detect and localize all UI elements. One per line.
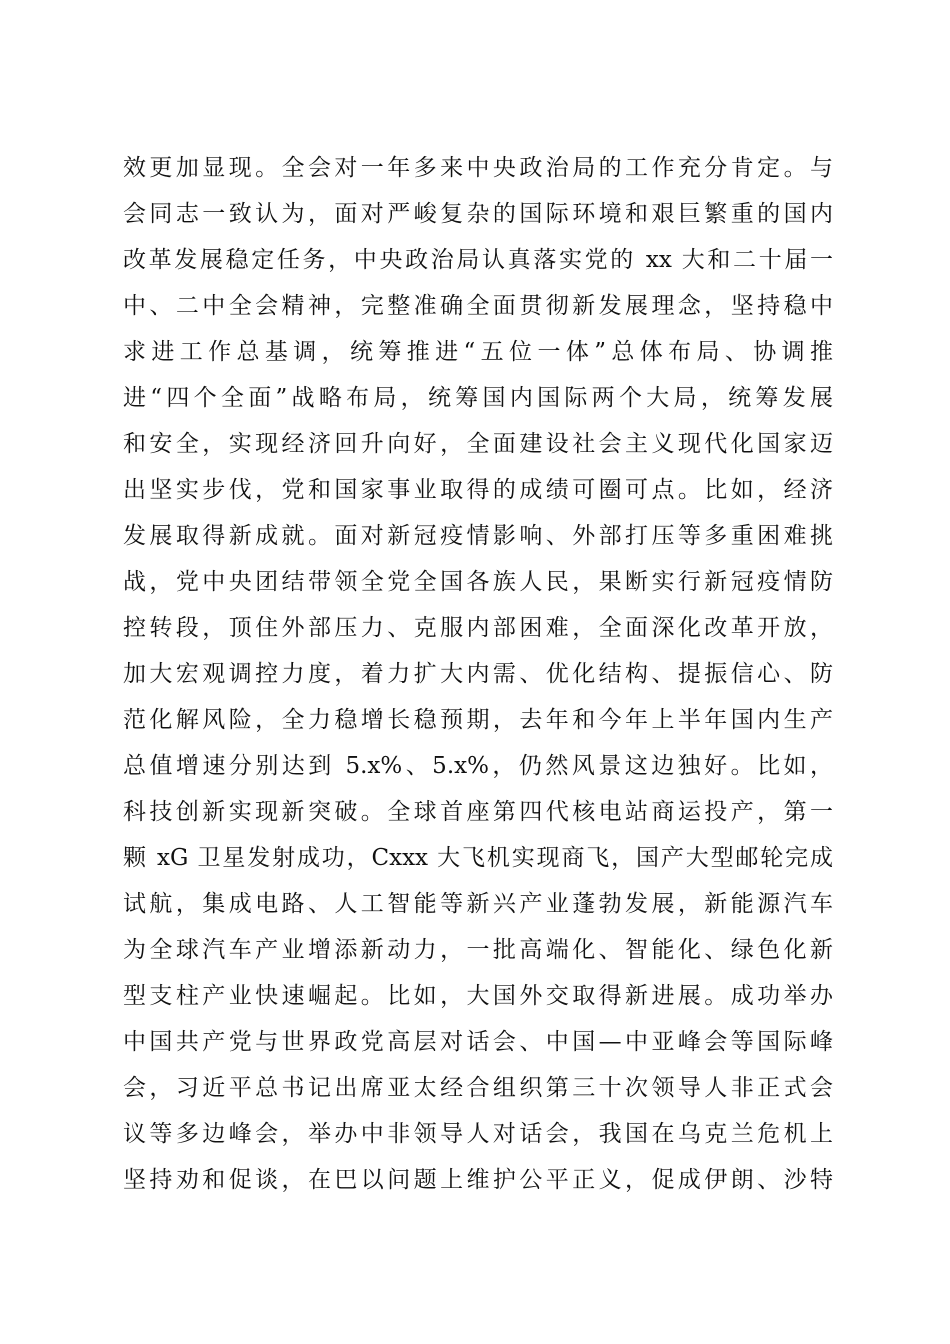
- text-line: 进“四个全面”战略布局，统筹国内国际两个大局，统筹发展: [123, 385, 833, 411]
- text-line: 加大宏观调控力度，着力扩大内需、优化结构、提振信心、防: [123, 661, 833, 687]
- text-line: 颗 xG 卫星发射成功，Cxxx 大飞机实现商飞，国产大型邮轮完成: [123, 845, 833, 871]
- text-line: 会同志一致认为，面对严峻复杂的国际环境和艰巨繁重的国内: [123, 201, 833, 227]
- text-line: 和安全，实现经济回升向好，全面建设社会主义现代化国家迈: [123, 431, 833, 457]
- text-line: 会，习近平总书记出席亚太经合组织第三十次领导人非正式会: [123, 1075, 833, 1101]
- text-line: 求进工作总基调，统筹推进“五位一体”总体布局、协调推: [123, 339, 833, 365]
- text-line: 范化解风险，全力稳增长稳预期，去年和今年上半年国内生产: [123, 707, 833, 733]
- text-line: 效更加显现。全会对一年多来中央政治局的工作充分肯定。与: [123, 155, 833, 181]
- text-line: 出坚实步伐，党和国家事业取得的成绩可圈可点。比如，经济: [123, 477, 833, 503]
- text-line: 为全球汽车产业增添新动力，一批高端化、智能化、绿色化新: [123, 937, 833, 963]
- text-line: 中、二中全会精神，完整准确全面贯彻新发展理念，坚持稳中: [123, 293, 833, 319]
- text-line: 发展取得新成就。面对新冠疫情影响、外部打压等多重困难挑: [123, 523, 833, 549]
- text-line: 总值增速分别达到 5.x%、5.x%，仍然风景这边独好。比如，: [123, 753, 833, 779]
- text-line: 战，党中央团结带领全党全国各族人民，果断实行新冠疫情防: [123, 569, 833, 595]
- text-line: 控转段，顶住外部压力、克服内部困难，全面深化改革开放，: [123, 615, 833, 641]
- text-line: 型支柱产业快速崛起。比如，大国外交取得新进展。成功举办: [123, 983, 833, 1009]
- text-line: 中国共产党与世界政党高层对话会、中国—中亚峰会等国际峰: [123, 1029, 833, 1055]
- text-line: 坚持劝和促谈，在巴以问题上维护公平正义，促成伊朗、沙特: [123, 1167, 833, 1193]
- body-paragraph: [123, 145, 833, 1203]
- text-line: 改革发展稳定任务，中央政治局认真落实党的 xx 大和二十届一: [123, 247, 833, 273]
- text-line: 科技创新实现新突破。全球首座第四代核电站商运投产，第一: [123, 799, 833, 825]
- text-line: 议等多边峰会，举办中非领导人对话会，我国在乌克兰危机上: [123, 1121, 833, 1147]
- text-line: 试航，集成电路、人工智能等新兴产业蓬勃发展，新能源汽车: [123, 891, 833, 917]
